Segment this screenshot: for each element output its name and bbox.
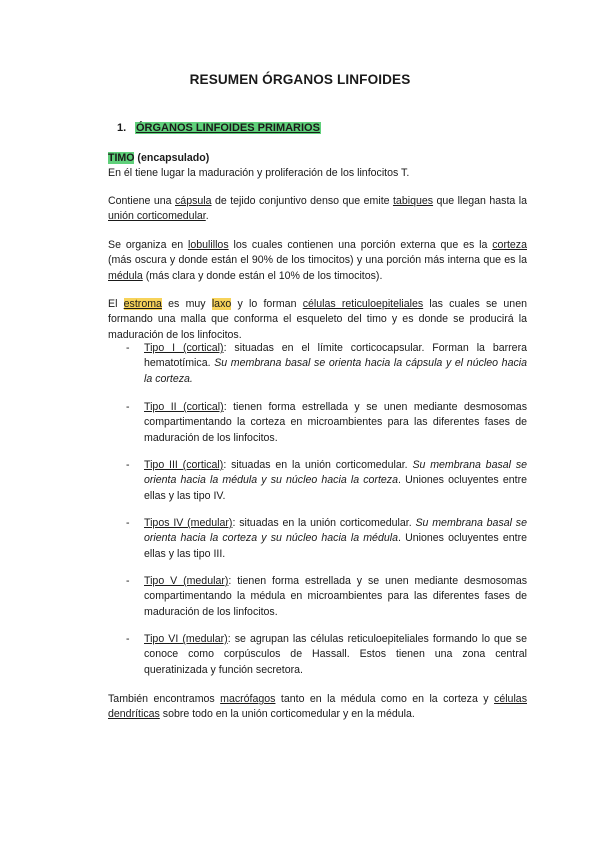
- text-run: que llegan hasta la: [433, 195, 527, 207]
- text-run: las cuales se unen formando una malla que conforma el esqueleto del timo y es donde se producirá la maduración de los linfocitos.: [108, 298, 527, 341]
- timo-paragraph: [108, 151, 527, 182]
- tipo-name: Tipo I (cortical): [144, 342, 224, 354]
- text-run: (más oscura y donde están el 90% de los timocitos) y una porción más interna que es la: [108, 254, 527, 267]
- term-celulas-reticuloepiteliales: células reticuloepiteliales: [302, 298, 424, 310]
- text-run: sobre todo en la unión corticomedular y en la médula.: [159, 708, 415, 721]
- tipo-text: : se agrupan las células reticuloepiteliales formando lo que se conoce como corpúsculos de Hassall. Estos tienen una zona central queratinizada y función secretora.: [144, 633, 527, 676]
- list-item-tipo-5: [126, 574, 527, 620]
- text-run: de tejido conjuntivo denso que emite: [211, 195, 393, 207]
- text-run: Contiene una: [108, 195, 175, 207]
- list-dash: -: [126, 517, 130, 529]
- term-medula: médula: [108, 269, 143, 282]
- section-heading: [117, 122, 321, 134]
- timo-heading-suffix: (encapsulado): [134, 152, 210, 164]
- paragraph-capsula: [108, 194, 527, 225]
- text-run: Se organiza en: [108, 239, 188, 251]
- text-run: los cuales contienen una porción externa que es la: [228, 239, 493, 251]
- paragraph-estroma: [108, 297, 527, 343]
- list-dash: -: [126, 342, 130, 354]
- text-run: (más clara y donde están el 10% de los timocitos).: [142, 269, 383, 282]
- text-run: tanto en la médula como en la corteza y: [275, 693, 495, 705]
- tipo-name: Tipos IV (medular): [144, 517, 233, 529]
- tipo-tail: . Uniones ocluyentes entre ellas y las tipo IV.: [144, 474, 528, 502]
- tipo-text: : tienen forma estrellada y se unen mediante desmosomas compartimentando la médula en microambientes para las diferentes fases de maduración de los linfocitos.: [144, 575, 528, 618]
- paragraph-macrofagos: [108, 692, 527, 723]
- tipo-italic: Su membrana basal se orienta hacia la corteza y su núcleo hacia la médula: [144, 517, 527, 545]
- tipo-italic: Su membrana basal se orienta hacia la cápsula y el núcleo hacia la corteza.: [144, 357, 527, 385]
- term-estroma: estroma: [123, 298, 162, 310]
- list-item-tipo-2: [126, 400, 527, 446]
- section-number: 1.: [117, 122, 127, 134]
- tipo-text: : situadas en la unión corticomedular.: [232, 517, 416, 529]
- tipo-text: : tienen forma estrellada y se unen mediante desmosomas compartimentando la corteza en microambientes para las diferentes fases de maduración de los linfocitos.: [144, 401, 527, 444]
- tipo-name: Tipo V (medular): [144, 575, 229, 587]
- timo-heading: TIMO: [108, 152, 135, 164]
- text-run: y lo forman: [231, 298, 303, 310]
- page-title: RESUMEN ÓRGANOS LINFOIDES: [189, 72, 411, 87]
- tipo-text: : situadas en la unión corticomedular.: [223, 459, 413, 471]
- list-item-tipo-6: [126, 632, 527, 678]
- list-item-tipo-1: [126, 341, 527, 387]
- tipo-tail: . Uniones ocluyentes entre ellas y las tipo III.: [144, 532, 528, 560]
- list-dash: -: [126, 401, 130, 413]
- list-dash: -: [126, 459, 130, 471]
- list-dash: -: [126, 575, 130, 587]
- section-title: ÓRGANOS LINFOIDES PRIMARIOS: [136, 122, 320, 134]
- tipo-name: Tipo II (cortical): [144, 401, 224, 413]
- list-dash: -: [126, 633, 130, 645]
- tipo-name: Tipo VI (medular): [144, 633, 228, 645]
- text-run: .: [205, 210, 209, 223]
- term-celulas-dendriticas: células dendríticas: [108, 693, 527, 721]
- term-lobulillos: lobulillos: [187, 239, 229, 251]
- tipo-name: Tipo III (cortical): [144, 459, 224, 471]
- term-laxo: laxo: [211, 298, 232, 310]
- term-macrofagos: macrófagos: [220, 693, 276, 705]
- timo-line: En él tiene lugar la maduración y proliferación de los linfocitos T.: [108, 167, 410, 180]
- term-union-corticomedular: unión corticomedular: [108, 210, 206, 223]
- term-capsula: cápsula: [175, 195, 212, 207]
- list-item-tipo-4: [126, 516, 527, 562]
- text-run: El: [108, 298, 124, 310]
- tipo-italic: Su membrana basal se orienta hacia la médula y su núcleo hacia la corteza: [144, 459, 528, 487]
- paragraph-lobulillos: [108, 238, 527, 284]
- term-corteza: corteza: [492, 239, 527, 251]
- tipo-text: : situadas en el límite corticocapsular. Forman la barrera hematotímica.: [144, 342, 527, 370]
- list-item-tipo-3: [126, 458, 527, 504]
- text-run: es muy: [161, 298, 212, 310]
- term-tabiques: tabiques: [392, 195, 434, 207]
- text-run: También encontramos: [108, 693, 221, 705]
